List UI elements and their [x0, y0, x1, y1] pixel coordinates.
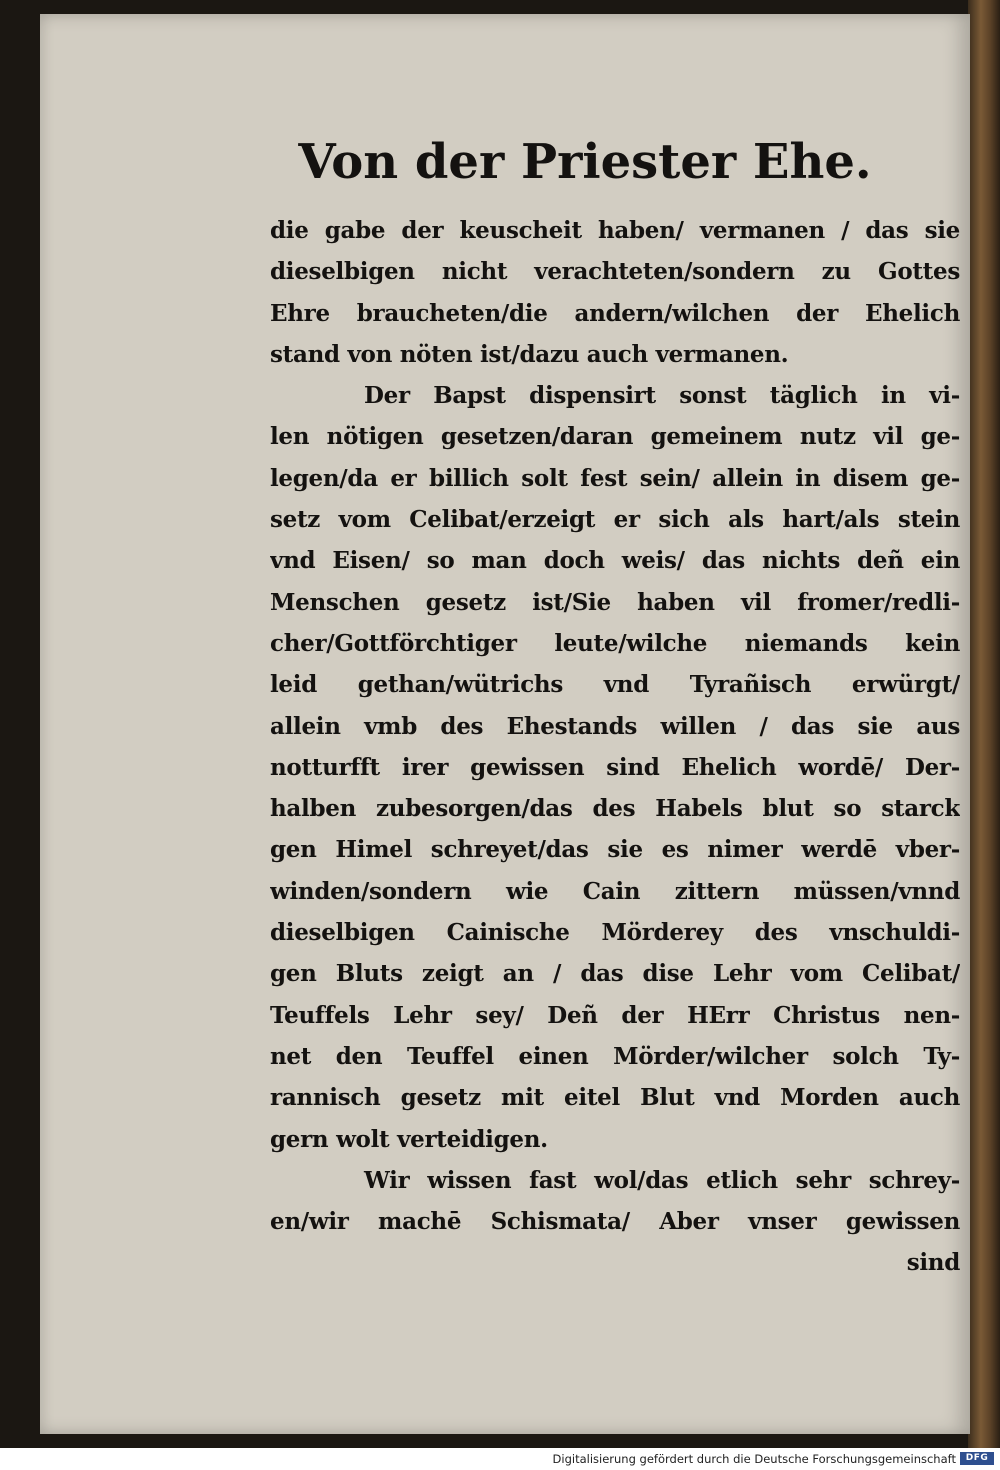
text-line: Teuffels Lehr sey/ Deñ der HErr Christus nen-: [270, 1001, 960, 1029]
text-line: net den Teuffel einen Mörder/wilcher solch Ty-: [270, 1042, 960, 1070]
book-edge: [968, 0, 1000, 1448]
text-line: Wir wissen fast wol/das etlich sehr schrey-: [364, 1166, 960, 1194]
text-line: dieselbigen Cainische Mörderey des vnschuldi-: [270, 919, 960, 947]
text-line: allein vmb des Ehestands willen / das sie aus: [270, 712, 960, 740]
text-line: winden/sondern wie Cain zittern müssen/vnnd: [270, 877, 960, 905]
text-lines: [270, 210, 960, 1284]
text-line: die gabe der keuscheit haben/ vermanen / das sie: [270, 217, 960, 244]
text-line: gen Himel schreyet/das sie es nimer werdē vber-: [270, 836, 960, 864]
text-line: legen/da er billich solt fest sein/ allein in disem ge-: [270, 464, 960, 492]
text-line: len nötigen gesetzen/daran gemeinem nutz vil ge-: [270, 423, 960, 451]
footer-bar: [0, 1448, 1000, 1470]
catchword: sind: [906, 1249, 960, 1277]
text-line: Der Bapst dispensirt sonst täglich in vi-: [364, 382, 960, 410]
text-line: rannisch gesetz mit eitel Blut vnd Morden auch: [270, 1084, 960, 1112]
text-line: stand von nöten ist/dazu auch vermanen.: [270, 340, 789, 368]
text-line: halben zubesorgen/das des Habels blut so starck: [270, 795, 960, 823]
text-line: notturfft irer gewissen sind Ehelich wordē/ Der-: [270, 753, 960, 781]
text-line: leid gethan/wütrichs vnd Tyrañisch erwürgt/: [270, 671, 960, 699]
text-line: gen Bluts zeigt an / das dise Lehr vom Celibat/: [270, 960, 960, 988]
running-head: Von der Priester Ehe.: [298, 134, 872, 190]
text-line: vnd Eisen/ so man doch weis/ das nichts deñ ein: [270, 547, 960, 575]
text-line: Ehre braucheten/die andern/wilchen der Ehelich: [270, 299, 960, 327]
dfg-logo-icon: DFG: [960, 1452, 994, 1465]
text-line: gern wolt verteidigen.: [270, 1125, 548, 1153]
text-line: cher/Gottförchtiger leute/wilche niemands kein: [270, 629, 960, 657]
text-line: setz vom Celibat/erzeigt er sich als hart/als stein: [270, 506, 960, 534]
text-line: Menschen gesetz ist/Sie haben vil fromer/redli-: [270, 588, 960, 616]
funding-credit: Digitalisierung gefördert durch die Deutsche Forschungsgemeinschaft: [552, 1452, 956, 1466]
book-page: [40, 14, 970, 1434]
text-line: en/wir machē Schismata/ Aber vnser gewissen: [270, 1208, 960, 1236]
text-line: dieselbigen nicht verachteten/sondern zu Gottes: [270, 258, 960, 286]
